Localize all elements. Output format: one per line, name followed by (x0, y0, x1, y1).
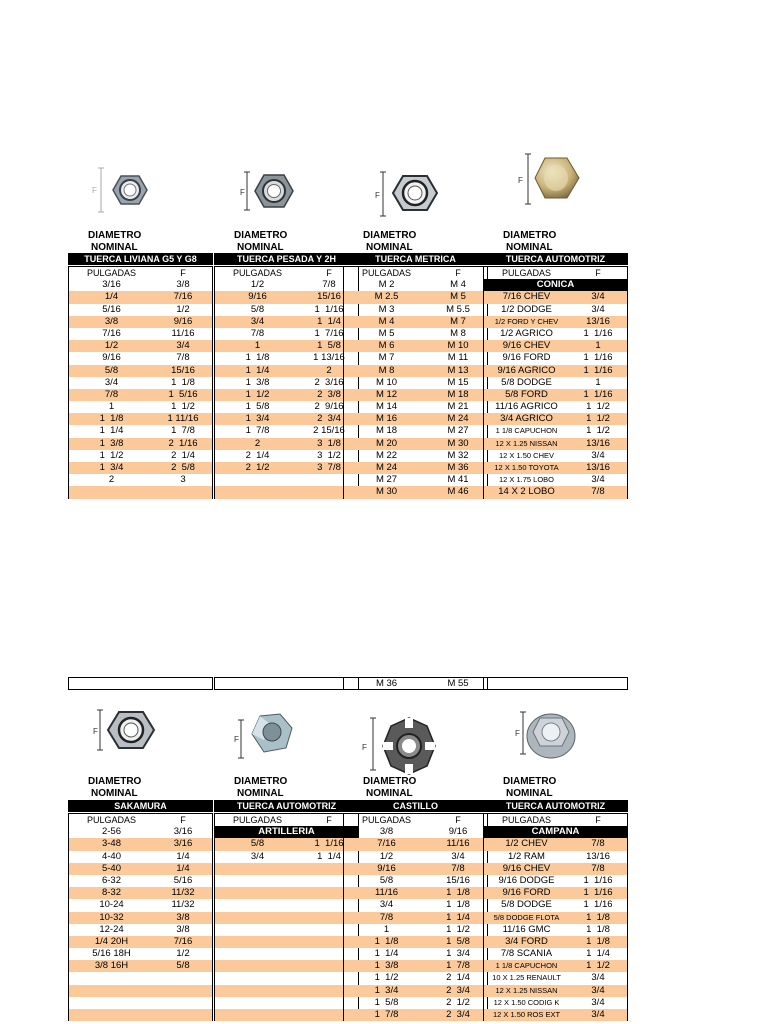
table-row (215, 936, 358, 948)
conical-lug-nut-icon (483, 150, 628, 220)
table-title: TUERCA METRICA (343, 253, 488, 265)
table-row (215, 899, 358, 911)
table-row: M 22 M 32 (375, 449, 469, 461)
hex-nut-artilleria-icon (214, 702, 359, 772)
table-row: 3-48 3/16 (69, 838, 212, 850)
column-header-row: PULGADAS F (361, 815, 461, 825)
empty-box-4 (483, 677, 628, 690)
table-row: 2-56 3/16 (101, 826, 193, 838)
table-title: TUERCA AUTOMOTRIZ (214, 800, 359, 812)
table-row: 3/4 1 1/4 (250, 850, 341, 862)
svg-text:F: F (362, 743, 367, 752)
table-row: 9/16 CHEV 1 (484, 340, 627, 352)
table-row: 1 7/8 2 15/16 (245, 425, 345, 437)
table-row (215, 972, 358, 984)
table-row (215, 875, 358, 887)
table-row: 3/4 1 1/8 (379, 899, 470, 911)
table-row: M 10 M 15 (375, 376, 469, 388)
table-row: 1 5/8 2 9/16 (245, 401, 344, 413)
hex-nut-heavy-icon (214, 160, 359, 230)
table-row: 9/16 DODGE 1 1/16 (498, 874, 613, 886)
table-row: 12 X 1.50 ROS EXT 3/4 (484, 1009, 627, 1021)
flanged-lug-nut-icon (483, 702, 628, 772)
table-row (215, 985, 358, 997)
table-title: TUERCA AUTOMOTRIZ (483, 253, 628, 265)
table-row: 7/16 11/16 (102, 327, 195, 339)
table-row: 9/16 FORD 1 1/16 (484, 887, 627, 899)
table-row: M 2.5 M 5 (344, 291, 487, 303)
table-row: 3/4 AGRICO 1 1/2 (484, 413, 627, 425)
table-row: M 14 M 21 (375, 401, 469, 413)
table-row: 5/8 15/16 (379, 874, 470, 886)
table-row: 1 1/8 1 13/16 (245, 352, 345, 364)
subheader-row: ARTILLERIA (215, 826, 358, 838)
table-campana (483, 813, 628, 1021)
table-row: M 20 M 30 (344, 438, 487, 450)
table-row (215, 887, 358, 899)
table-row: 1 3/4 2 3/4 (215, 413, 358, 425)
table-row: 12 X 1.25 NISSAN 13/16 (484, 438, 627, 450)
table-liviana (68, 266, 213, 499)
diametro-nominal-label: DIAMETRO NOMINAL (88, 230, 142, 253)
table-row: 10-32 3/8 (69, 912, 212, 924)
table-row: 1 1/2 2 1/4 (99, 449, 195, 461)
table-row: M 24 M 36 (344, 462, 487, 474)
table-row: 5/8 DODGE 1 (501, 376, 601, 388)
table-row: 5-40 1/4 (69, 863, 212, 875)
table-metrica (343, 266, 488, 499)
table-castillo (343, 813, 488, 1021)
empty-box-1 (68, 677, 213, 690)
table-row: 2 3 1/8 (215, 438, 358, 450)
table-row: 12 X 1.50 TOYOTA 13/16 (484, 462, 627, 474)
table-row: 12 X 1.50 CHEV 3/4 (498, 449, 605, 461)
table-row: 1/2 CHEV 7/8 (484, 838, 627, 850)
table-row: M 12 M 18 (344, 389, 487, 401)
hex-nut-light-icon (68, 160, 213, 230)
table-row (69, 997, 212, 1009)
table-row (69, 1009, 212, 1021)
diametro-nominal-label: DIAMETRO NOMINAL (503, 230, 557, 253)
table-row: 1 3/8 2 1/16 (69, 438, 212, 450)
table-row: 9/16 15/16 (215, 291, 358, 303)
table-row (215, 997, 358, 1009)
table-row: 5/8 DODGE FLOTA 1 1/8 (484, 912, 627, 924)
table-row: M 5 M 8 (378, 327, 466, 339)
table-row: 1/2 AGRICO 1 1/16 (500, 327, 613, 339)
table-row (215, 960, 358, 972)
table-row (215, 948, 358, 960)
table-row: 1/4 20H 7/16 (69, 936, 212, 948)
table-row: 10 X 1.25 RENAULT 3/4 (492, 972, 605, 984)
table-row: 8-32 11/32 (69, 887, 212, 899)
column-header-row: PULGADAS F (232, 268, 332, 278)
table-row: M 7 M 11 (378, 352, 469, 364)
table-row: 1/2 3/4 (379, 850, 465, 862)
svg-text:F: F (518, 176, 523, 185)
table-row: 1 1/4 1 7/8 (99, 425, 195, 437)
table-title: CASTILLO (343, 800, 488, 812)
table-row: 1 1/8 CAPUCHON 1 1/2 (484, 960, 627, 972)
table-title: TUERCA PESADA Y 2H (214, 253, 359, 265)
diametro-nominal-label: DIAMETRO NOMINAL (234, 230, 288, 253)
table-row: 1/2 RAM 13/16 (508, 850, 610, 862)
column-header-row: PULGADAS F (501, 815, 601, 825)
table-row: 4-40 1/4 (101, 850, 190, 862)
table-row: 1 1/8 CAPUCHON 1 1/2 (495, 425, 610, 437)
table-row: 9/16 7/8 (344, 863, 487, 875)
table-row: 1/2 FORD Y CHEV 13/16 (484, 316, 627, 328)
table-row (215, 863, 358, 875)
column-header-row: PULGADAS F (86, 268, 186, 278)
table-row: 1/2 DODGE 3/4 (501, 303, 605, 315)
table-row: 11/16 GMC 1 1/8 (502, 923, 610, 935)
table-row (69, 985, 212, 997)
table-row: 3/16 3/8 (102, 279, 190, 291)
diametro-nominal-label: DIAMETRO NOMINAL (234, 776, 288, 799)
column-header-row: PULGADAS F (361, 268, 461, 278)
column-header-row: PULGADAS F (86, 815, 186, 825)
table-row: 6-32 5/16 (101, 874, 193, 886)
metric-overflow-row: M 36 M 55 (343, 677, 488, 690)
hex-nut-sakamura-icon (68, 702, 213, 772)
table-row: 5/8 1 1/16 (250, 303, 344, 315)
table-row: 9/16 7/8 (102, 352, 190, 364)
subheader-row: CAMPANA (484, 826, 627, 838)
table-row: 12 X 1.25 NISSAN 3/4 (484, 985, 627, 997)
table-row: 7/8 1 7/16 (250, 327, 344, 339)
table-row (215, 1009, 358, 1021)
table-title: SAKAMURA (68, 800, 213, 812)
svg-text:F: F (515, 729, 520, 738)
table-row: 1 3/4 2 3/4 (344, 985, 487, 997)
table-row: 5/8 1 1/16 (215, 838, 358, 850)
table-row: 2 1/4 3 1/2 (245, 449, 341, 461)
table-row: 7/8 1 5/16 (69, 389, 212, 401)
castle-nut-icon (343, 710, 488, 780)
table-row: M 4 M 7 (344, 316, 487, 328)
table-row (215, 474, 358, 486)
table-row: 12-24 3/8 (99, 923, 190, 935)
table-row (215, 486, 358, 498)
table-row: 3/8 9/16 (69, 316, 212, 328)
table-row (69, 972, 212, 984)
table-row: 5/8 FORD 1 1/16 (484, 389, 627, 401)
table-row: 1 1/2 2 3/8 (215, 389, 358, 401)
table-row: 5/8 DODGE 1 1/16 (501, 899, 613, 911)
table-row: 7/8 1 1/4 (344, 912, 487, 924)
table-row: 1/2 7/8 (250, 279, 336, 291)
table-row: 14 X 2 LOBO 7/8 (484, 486, 627, 498)
svg-text:F: F (240, 188, 245, 197)
table-row: 7/16 11/16 (344, 838, 487, 850)
table-row (69, 486, 212, 498)
table-row: 3/4 1 1/4 (215, 316, 358, 328)
svg-text:F: F (93, 727, 98, 736)
table-row: 3/8 9/16 (379, 826, 468, 838)
table-row: 1 1/8 1 5/8 (344, 936, 487, 948)
table-row: 9/16 AGRICO 1 1/16 (484, 365, 627, 377)
table-row: M 18 M 27 (375, 425, 469, 437)
table-row: 12 X 1.50 CODIG K 3/4 (493, 996, 605, 1008)
table-artilleria (214, 813, 359, 1021)
table-row: 11/16 1 1/8 (344, 887, 487, 899)
table-pesada (214, 266, 359, 499)
diametro-nominal-label: DIAMETRO NOMINAL (88, 776, 142, 799)
table-row: 1 1 1/2 (383, 923, 470, 935)
table-row: M 3 M 5.5 (378, 303, 470, 315)
svg-text:F: F (92, 186, 97, 195)
table-row: 9/16 CHEV 7/8 (484, 863, 627, 875)
table-title: TUERCA LIVIANA G5 Y G8 (68, 253, 213, 265)
table-row: M 6 M 10 (344, 340, 487, 352)
table-row: 1 1/8 1 11/16 (69, 413, 212, 425)
table-sakamura (68, 813, 213, 1021)
table-row: 1 7/8 2 3/4 (344, 1009, 487, 1021)
table-row: 5/8 15/16 (69, 365, 212, 377)
table-row: M 27 M 41 (375, 474, 469, 486)
subheader-row: CONICA (484, 279, 627, 291)
table-row: 1 1/4 2 (215, 365, 358, 377)
table-row: 1 1/2 2 1/4 (374, 972, 470, 984)
table-row: M 16 M 24 (344, 413, 487, 425)
svg-text:F: F (375, 191, 380, 200)
table-row: M 2 M 4 (378, 279, 466, 291)
table-row: 1/4 7/16 (69, 291, 212, 303)
table-row: 1 5/8 2 1/2 (374, 996, 470, 1008)
table-row (215, 924, 358, 936)
table-row: 1 3/8 2 3/16 (245, 376, 344, 388)
table-row: 2 1/2 3 7/8 (215, 462, 358, 474)
table-row: 9/16 FORD 1 1/16 (502, 352, 613, 364)
table-row: M 8 M 13 (344, 365, 487, 377)
table-row: 1 3/8 1 7/8 (344, 960, 487, 972)
table-row: 10-24 11/32 (99, 899, 195, 911)
empty-box-2 (214, 677, 359, 690)
diametro-nominal-label: DIAMETRO NOMINAL (363, 230, 417, 253)
table-row: 1/2 3/4 (69, 340, 212, 352)
table-row: M 30 M 46 (344, 486, 487, 498)
column-header-row: PULGADAS F (232, 815, 332, 825)
diametro-nominal-label: DIAMETRO NOMINAL (503, 776, 557, 799)
table-row: 7/8 SCANIA 1 1/4 (500, 948, 610, 960)
hex-nut-metric-icon (343, 160, 488, 230)
table-row: 1 3/4 2 5/8 (69, 462, 212, 474)
table-row: 1 1/4 1 3/4 (374, 948, 470, 960)
table-row: 11/16 AGRICO 1 1/2 (495, 401, 610, 413)
table-conica (483, 266, 628, 499)
table-row: 12 X 1.75 LOBO 3/4 (498, 474, 605, 486)
table-row: 1 1 5/8 (215, 340, 358, 352)
svg-text:F: F (234, 735, 239, 744)
table-row (215, 912, 358, 924)
table-row: 1 1 1/2 (108, 401, 195, 413)
table-row: 5/16 18H 1/2 (92, 948, 190, 960)
column-header-row: PULGADAS F (501, 268, 601, 278)
table-row: 7/16 CHEV 3/4 (484, 291, 627, 303)
diametro-nominal-label: DIAMETRO NOMINAL (363, 776, 417, 799)
table-row: 5/16 1/2 (102, 303, 190, 315)
table-title: TUERCA AUTOMOTRIZ (483, 800, 628, 812)
table-row: 2 3 (108, 474, 186, 486)
table-row: 3/8 16H 5/8 (69, 960, 212, 972)
table-row: 3/4 1 1/8 (104, 376, 195, 388)
table-row: 3/4 FORD 1 1/8 (484, 936, 627, 948)
